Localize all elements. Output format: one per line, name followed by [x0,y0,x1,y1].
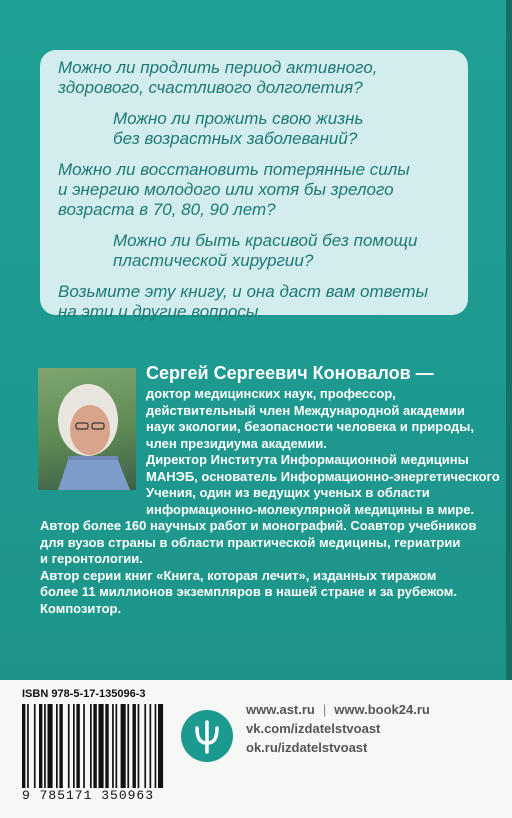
author-bio-line: Учения, один из ведущих ученых в области [146,485,430,500]
link-ast[interactable]: www.ast.ru [246,702,315,717]
psi-icon [181,710,233,762]
question-4: Можно ли быть красивой без помощи пластической хирургии? [113,231,418,270]
author-bio-line: Композитор. [40,600,122,616]
questions-box [40,50,468,321]
link-vk[interactable]: vk.com/izdatelstvoast [246,721,381,736]
author-bio-line: информационно-молекулярной медицины в мире. [146,501,475,517]
publisher-links [246,700,430,757]
link-book24[interactable]: www.book24.ru [334,702,430,717]
author-bio-line: наук экологии, безопасности человека и природы, [146,419,474,434]
divider: | [322,702,327,717]
author-bio-line: Директор Института Информационной медицины [146,452,469,467]
question-2: Можно ли прожить свою жизнь без возрастных заболеваний? [113,109,364,148]
author-bio-line: действительный член Международной академии [146,402,465,418]
author-bio-line: Автор серии книг «Книга, которая лечит», изданных тиражом [40,567,437,583]
closing-statement: Возьмите эту книгу, и она даст вам ответы на эти и другие вопросы. [58,282,429,321]
question-1: Можно ли продлить период активного, здорового, счастливого долголетия? [58,58,378,97]
author-bio-line: и геронтологии. [40,551,143,566]
author-bio-line: доктор медицинских наук, профессор, [146,386,396,401]
author-bio-line: более 11 миллионов экземпляров в нашей стране и за рубежом. [40,584,457,599]
link-ok[interactable]: ok.ru/izdatelstvoast [246,740,368,755]
barcode-digits: 9 785171 350963 [22,788,155,803]
author-bio-line: для вузов страны в области практической медицины, гериатрии [40,534,461,550]
isbn: ISBN 978-5-17-135096-3 [22,688,146,700]
author-bio-line: МАНЭБ, основатель Информационно-энергетического [146,468,500,484]
author-bio [40,362,500,617]
author-bio-line: член президиума академии. [146,435,327,451]
author-name: Сергей Сергеевич Коновалов — [146,363,434,383]
author-bio-line: Автор более 160 научных работ и монографий. Соавтор учебников [40,518,477,533]
question-3: Можно ли восстановить потерянные силы и энергию молодого или хотя бы зрелого возраста в 70, 80, 90 лет? [58,160,410,219]
